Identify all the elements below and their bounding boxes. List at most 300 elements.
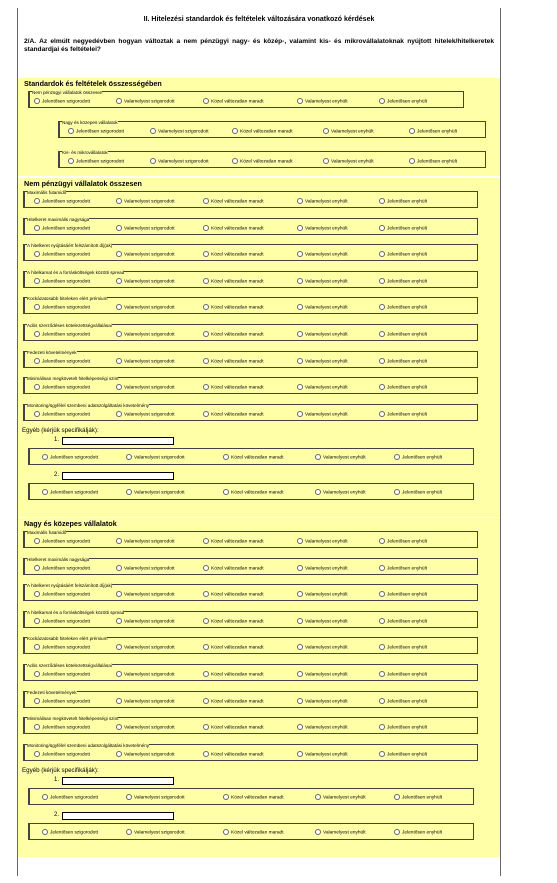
group-overall-total-option-2[interactable] [116, 98, 175, 106]
section_large-group-2-option-3[interactable] [203, 565, 264, 573]
section_total-group-5-option-5[interactable] [379, 304, 427, 312]
radio-button[interactable] [42, 454, 48, 460]
section_total-group-9-option-4[interactable] [297, 411, 348, 419]
section_large-group-5-option-3[interactable] [203, 644, 264, 652]
radio-button[interactable] [34, 538, 40, 544]
section_total-group-6-option-3[interactable] [203, 331, 264, 339]
option-label: Jelentősen szigorodott [42, 226, 90, 232]
section_total-group-6-option-1[interactable] [34, 331, 90, 339]
radio-button[interactable] [68, 128, 74, 134]
group-overall-large-option-5[interactable] [409, 128, 457, 136]
section_large-group-6-option-4[interactable] [297, 671, 348, 679]
section_large-group-7-option-3[interactable] [203, 698, 264, 706]
group-overall-total-option-1[interactable] [34, 98, 90, 106]
radio-button[interactable] [323, 158, 329, 164]
radio-button[interactable] [150, 158, 156, 164]
section_large-group-2-option-1[interactable] [34, 565, 90, 573]
radio-button[interactable] [379, 278, 385, 284]
other-text-input[interactable] [62, 472, 174, 480]
option-label: Jelentősen enyhült [402, 490, 443, 496]
radio-button[interactable] [297, 198, 303, 204]
section_large-group-4-option-5[interactable] [379, 618, 427, 626]
section_total-group-4-option-2[interactable] [116, 278, 175, 286]
section_large-group-1-option-2[interactable] [116, 538, 175, 546]
radio-button[interactable] [315, 454, 321, 460]
group-overall-small-option-1[interactable] [68, 158, 124, 166]
radio-button[interactable] [203, 618, 209, 624]
group-overall-large-option-1[interactable] [68, 128, 124, 136]
section_large-group-2-option-4[interactable] [297, 565, 348, 573]
option-label: Valamelyest enyhült [305, 332, 348, 338]
option-label: Valamelyest enyhült [305, 359, 348, 365]
option-label: Jelentősen szigorodott [42, 592, 90, 598]
section_large-group-3 [23, 584, 478, 601]
radio-button[interactable] [409, 158, 415, 164]
section_large-group-7-option-1[interactable] [34, 698, 90, 706]
radio-button[interactable] [379, 671, 385, 677]
section_large-group-1-option-3[interactable] [203, 538, 264, 546]
option-label: Jelentősen szigorodott [42, 199, 90, 205]
radio-button[interactable] [297, 724, 303, 730]
group-label: Kockázatosabb hiteleken elért prémium [27, 636, 108, 642]
radio-button[interactable] [203, 538, 209, 544]
section_large-group-9-option-1[interactable] [34, 751, 90, 759]
radio-button[interactable] [297, 331, 303, 337]
radio-button[interactable] [116, 644, 122, 650]
section_large-group-6-option-2[interactable] [116, 671, 175, 679]
option-label: Közel változatlan maradt [211, 279, 264, 285]
radio-button[interactable] [116, 698, 122, 704]
radio-button[interactable] [315, 794, 321, 800]
section_large-group-9-option-2[interactable] [116, 751, 175, 759]
section_large-group-2-option-2[interactable] [116, 565, 175, 573]
section_large-group-9 [23, 744, 478, 761]
radio-button[interactable] [379, 565, 385, 571]
option-label: Közel változatlan maradt [211, 305, 264, 311]
radio-button[interactable] [203, 225, 209, 231]
group-label: A hitelkamat és a forrásköltségek közötti spread [27, 269, 125, 275]
section_large-other-1-option-5[interactable] [394, 794, 442, 802]
section_large-group-4-option-2[interactable] [116, 618, 175, 626]
radio-button[interactable] [203, 724, 209, 730]
section_large-group-4-option-3[interactable] [203, 618, 264, 626]
radio-button[interactable] [126, 829, 132, 835]
radio-button[interactable] [34, 618, 40, 624]
section_total-other-2-option-5[interactable] [394, 489, 442, 497]
other-item-options [28, 483, 474, 500]
section_total-group-1-option-1[interactable] [34, 198, 90, 206]
radio-button[interactable] [34, 358, 40, 364]
radio-button[interactable] [297, 644, 303, 650]
section-total-title: Nem pénzügyi vállalatok összesen [24, 179, 142, 188]
section_total-group-9-option-5[interactable] [379, 411, 427, 419]
radio-button[interactable] [232, 128, 238, 134]
radio-button[interactable] [34, 751, 40, 757]
radio-button[interactable] [34, 98, 40, 104]
radio-button[interactable] [297, 698, 303, 704]
section_total-group-8-option-4[interactable] [297, 384, 348, 392]
section_large-group-4-option-4[interactable] [297, 618, 348, 626]
radio-button[interactable] [315, 829, 321, 835]
option-label: Jelentősen enyhült [402, 455, 443, 461]
section_total-group-6-option-2[interactable] [116, 331, 175, 339]
section_total-group-3-option-2[interactable] [116, 251, 175, 259]
group-overall-total-option-3[interactable] [203, 98, 264, 106]
section_large-group-1-option-1[interactable] [34, 538, 90, 546]
section_total-group-9-option-3[interactable] [203, 411, 264, 419]
section_total-group-3-option-4[interactable] [297, 251, 348, 259]
radio-button[interactable] [232, 158, 238, 164]
section_total-group-6-option-4[interactable] [297, 331, 348, 339]
group-overall-total-option-4[interactable] [297, 98, 348, 106]
section_total-group-5-option-2[interactable] [116, 304, 175, 312]
section_total-group-2 [23, 218, 478, 235]
group-overall-small-option-5[interactable] [409, 158, 457, 166]
radio-button[interactable] [116, 724, 122, 730]
radio-button[interactable] [116, 618, 122, 624]
section_large-group-8-option-3[interactable] [203, 724, 264, 732]
group-overall-total-option-5[interactable] [379, 98, 427, 106]
section_total-group-1-option-4[interactable] [297, 198, 348, 206]
option-label: Jelentősen enyhült [417, 129, 458, 135]
radio-button[interactable] [379, 98, 385, 104]
section_total-other-1-option-1[interactable] [42, 454, 98, 462]
radio-button[interactable] [116, 565, 122, 571]
section_large-group-3-option-5[interactable] [379, 591, 427, 599]
radio-button[interactable] [297, 538, 303, 544]
section_total-group-7-option-5[interactable] [379, 358, 427, 366]
section_large-other-1-option-1[interactable] [42, 794, 98, 802]
section_total-group-7-option-3[interactable] [203, 358, 264, 366]
radio-button[interactable] [68, 158, 74, 164]
section_total-group-2-option-4[interactable] [297, 225, 348, 233]
section_large-group-1-option-4[interactable] [297, 538, 348, 546]
radio-button[interactable] [34, 251, 40, 257]
section_large-group-3-option-3[interactable] [203, 591, 264, 599]
radio-button[interactable] [42, 794, 48, 800]
section_total-group-8-option-1[interactable] [34, 384, 90, 392]
radio-button[interactable] [116, 358, 122, 364]
section_large-group-8-option-1[interactable] [34, 724, 90, 732]
group-overall-small-option-4[interactable] [323, 158, 374, 166]
section_total-group-4-option-1[interactable] [34, 278, 90, 286]
option-label: Jelentősen enyhült [387, 252, 428, 258]
section_total-group-2-option-1[interactable] [34, 225, 90, 233]
radio-button[interactable] [116, 198, 122, 204]
section_total-group-8-option-3[interactable] [203, 384, 264, 392]
radio-button[interactable] [379, 644, 385, 650]
radio-button[interactable] [203, 278, 209, 284]
section_total-group-5-option-4[interactable] [297, 304, 348, 312]
radio-button[interactable] [297, 618, 303, 624]
section_large-group-9-option-5[interactable] [379, 751, 427, 759]
section_large-other-1-option-2[interactable] [126, 794, 185, 802]
section_large-group-9-option-4[interactable] [297, 751, 348, 759]
radio-button[interactable] [34, 411, 40, 417]
radio-button[interactable] [34, 198, 40, 204]
radio-button[interactable] [297, 411, 303, 417]
radio-button[interactable] [379, 384, 385, 390]
group-overall-large-option-2[interactable] [150, 128, 209, 136]
other-text-input[interactable] [62, 777, 174, 785]
section_total-group-9-option-1[interactable] [34, 411, 90, 419]
section_total-group-3-option-1[interactable] [34, 251, 90, 259]
section_total-group-4-option-3[interactable] [203, 278, 264, 286]
other-text-input[interactable] [62, 437, 174, 445]
section_large-group-6-option-5[interactable] [379, 671, 427, 679]
section_total-other-2-option-3[interactable] [223, 489, 284, 497]
radio-button[interactable] [34, 565, 40, 571]
section_large-other-2-option-2[interactable] [126, 829, 185, 837]
option-label: Jelentősen enyhült [387, 279, 428, 285]
radio-button[interactable] [34, 591, 40, 597]
radio-button[interactable] [297, 591, 303, 597]
section_large-other-1-option-3[interactable] [223, 794, 284, 802]
section_large-group-6-option-3[interactable] [203, 671, 264, 679]
option-label: Valamelyest enyhült [305, 592, 348, 598]
option-label: Közel változatlan maradt [211, 645, 264, 651]
group-overall-large-option-4[interactable] [323, 128, 374, 136]
section_large-other-2-option-4[interactable] [315, 829, 366, 837]
radio-button[interactable] [34, 225, 40, 231]
radio-button[interactable] [379, 225, 385, 231]
section_large-group-7-option-5[interactable] [379, 698, 427, 706]
section_total-group-8-option-2[interactable] [116, 384, 175, 392]
radio-button[interactable] [150, 128, 156, 134]
section_total-group-6-option-5[interactable] [379, 331, 427, 339]
section_large-group-8-option-4[interactable] [297, 724, 348, 732]
radio-button[interactable] [42, 829, 48, 835]
radio-button[interactable] [297, 251, 303, 257]
option-label: Valamelyest szigorodott [124, 752, 175, 758]
section_total-group-4-option-5[interactable] [379, 278, 427, 286]
section_large-group-3-option-2[interactable] [116, 591, 175, 599]
section_large-group-8-option-5[interactable] [379, 724, 427, 732]
radio-button[interactable] [297, 358, 303, 364]
radio-button[interactable] [203, 358, 209, 364]
radio-button[interactable] [116, 384, 122, 390]
radio-button[interactable] [203, 751, 209, 757]
option-label: Jelentősen szigorodott [42, 645, 90, 651]
section_large-group-1-option-5[interactable] [379, 538, 427, 546]
section_large-group-5-option-5[interactable] [379, 644, 427, 652]
radio-button[interactable] [379, 751, 385, 757]
section_large-group-7-option-4[interactable] [297, 698, 348, 706]
section_total-group-2-option-2[interactable] [116, 225, 175, 233]
radio-button[interactable] [116, 225, 122, 231]
section_large-other-2-option-1[interactable] [42, 829, 98, 837]
radio-button[interactable] [116, 278, 122, 284]
section_total-group-2-option-5[interactable] [379, 225, 427, 233]
radio-button[interactable] [203, 198, 209, 204]
radio-button[interactable] [203, 411, 209, 417]
radio-button[interactable] [203, 251, 209, 257]
option-label: Valamelyest enyhült [305, 412, 348, 418]
option-label: Közel változatlan maradt [211, 752, 264, 758]
radio-button[interactable] [379, 698, 385, 704]
radio-button[interactable] [34, 671, 40, 677]
radio-button[interactable] [379, 331, 385, 337]
section_large-group-2-option-5[interactable] [379, 565, 427, 573]
radio-button[interactable] [203, 698, 209, 704]
section_large-group-6-option-1[interactable] [34, 671, 90, 679]
section_large-group-5-option-4[interactable] [297, 644, 348, 652]
radio-button[interactable] [116, 538, 122, 544]
radio-button[interactable] [116, 591, 122, 597]
radio-button[interactable] [297, 225, 303, 231]
section_total-group-7 [23, 351, 478, 368]
radio-button[interactable] [34, 278, 40, 284]
group-overall-large-option-3[interactable] [232, 128, 293, 136]
section_large-group-7-option-2[interactable] [116, 698, 175, 706]
section_large-group-4-option-1[interactable] [34, 618, 90, 626]
radio-button[interactable] [223, 794, 229, 800]
radio-button[interactable] [203, 565, 209, 571]
section_total-group-3-option-3[interactable] [203, 251, 264, 259]
radio-button[interactable] [379, 358, 385, 364]
radio-button[interactable] [116, 251, 122, 257]
radio-button[interactable] [223, 829, 229, 835]
radio-button[interactable] [34, 698, 40, 704]
section_total-other-2-option-1[interactable] [42, 489, 98, 497]
other-text-input[interactable] [62, 812, 174, 820]
group-label: Fedezeti követelmények [27, 689, 77, 695]
section_total-other-1-option-5[interactable] [394, 454, 442, 462]
section_large-other-1-option-4[interactable] [315, 794, 366, 802]
option-label: Valamelyest enyhült [305, 279, 348, 285]
radio-button[interactable] [394, 794, 400, 800]
radio-button[interactable] [34, 644, 40, 650]
radio-button[interactable] [379, 591, 385, 597]
option-label: Valamelyest szigorodott [124, 99, 175, 105]
radio-button[interactable] [126, 794, 132, 800]
section_total-group-8-option-5[interactable] [379, 384, 427, 392]
section_total-other-2-option-4[interactable] [315, 489, 366, 497]
option-label: Jelentősen szigorodott [42, 539, 90, 545]
radio-button[interactable] [323, 128, 329, 134]
section_total-group-1 [23, 191, 478, 208]
radio-button[interactable] [223, 489, 229, 495]
other-item-options [28, 788, 474, 805]
section_total-other-1-option-4[interactable] [315, 454, 366, 462]
radio-button[interactable] [34, 331, 40, 337]
radio-button[interactable] [297, 98, 303, 104]
section_total-group-5 [23, 297, 478, 314]
radio-button[interactable] [116, 331, 122, 337]
section_total-group-9-option-2[interactable] [116, 411, 175, 419]
radio-button[interactable] [126, 454, 132, 460]
radio-button[interactable] [34, 724, 40, 730]
option-label: Közel változatlan maradt [211, 699, 264, 705]
option-label: Valamelyest szigorodott [134, 455, 185, 461]
radio-button[interactable] [315, 489, 321, 495]
section_total-group-3-option-5[interactable] [379, 251, 427, 259]
section_total-group-7-option-4[interactable] [297, 358, 348, 366]
section_total-group-7-option-1[interactable] [34, 358, 90, 366]
radio-button[interactable] [116, 751, 122, 757]
radio-button[interactable] [203, 98, 209, 104]
question-text: 2/A. Az elmúlt negyedévben hogyan változtak a nem pénzügyi nagy- és közép-, valamint kis- és mikrovállalatoknak nyújtott hitelek/hitelkeretek standardjai és feltételei? [24, 38, 494, 53]
section_total-other-1-option-3[interactable] [223, 454, 284, 462]
section-overall-title: Standardok és feltételek összességében [24, 79, 162, 88]
radio-button[interactable] [116, 304, 122, 310]
section_total-group-5-option-1[interactable] [34, 304, 90, 312]
group-overall-small-option-2[interactable] [150, 158, 209, 166]
section_total-group-1-option-3[interactable] [203, 198, 264, 206]
radio-button[interactable] [297, 304, 303, 310]
option-label: Valamelyest szigorodott [124, 252, 175, 258]
radio-button[interactable] [203, 644, 209, 650]
radio-button[interactable] [409, 128, 415, 134]
section_large-group-8-option-2[interactable] [116, 724, 175, 732]
radio-button[interactable] [203, 331, 209, 337]
radio-button[interactable] [203, 304, 209, 310]
section_total-group-2-option-3[interactable] [203, 225, 264, 233]
section_total-group-1-option-2[interactable] [116, 198, 175, 206]
radio-button[interactable] [116, 671, 122, 677]
section_total-group-7-option-2[interactable] [116, 358, 175, 366]
radio-button[interactable] [379, 304, 385, 310]
section_total-group-5-option-3[interactable] [203, 304, 264, 312]
section_total-group-1-option-5[interactable] [379, 198, 427, 206]
radio-button[interactable] [297, 751, 303, 757]
radio-button[interactable] [379, 411, 385, 417]
radio-button[interactable] [379, 618, 385, 624]
radio-button[interactable] [42, 489, 48, 495]
radio-button[interactable] [116, 98, 122, 104]
radio-button[interactable] [379, 251, 385, 257]
radio-button[interactable] [203, 384, 209, 390]
radio-button[interactable] [297, 671, 303, 677]
section_large-group-5-option-1[interactable] [34, 644, 90, 652]
section_total-group-4-option-4[interactable] [297, 278, 348, 286]
section_large-group-3-option-4[interactable] [297, 591, 348, 599]
other-item-number: 1. [54, 437, 60, 444]
option-label: Közel változatlan maradt [240, 129, 293, 135]
section_large-other-2-option-5[interactable] [394, 829, 442, 837]
section_large-group-3-option-1[interactable] [34, 591, 90, 599]
section_total-other-2-option-2[interactable] [126, 489, 185, 497]
radio-button[interactable] [297, 384, 303, 390]
option-label: Közel változatlan maradt [211, 226, 264, 232]
radio-button[interactable] [126, 489, 132, 495]
section-overall [18, 78, 500, 176]
radio-button[interactable] [203, 671, 209, 677]
radio-button[interactable] [223, 454, 229, 460]
group-overall-small-option-3[interactable] [232, 158, 293, 166]
radio-button[interactable] [297, 278, 303, 284]
radio-button[interactable] [34, 304, 40, 310]
radio-button[interactable] [394, 454, 400, 460]
radio-button[interactable] [379, 538, 385, 544]
radio-button[interactable] [394, 489, 400, 495]
section_total-other-1-option-2[interactable] [126, 454, 185, 462]
radio-button[interactable] [297, 565, 303, 571]
section_large-group-9-option-3[interactable] [203, 751, 264, 759]
option-label: Valamelyest enyhült [305, 699, 348, 705]
radio-button[interactable] [379, 198, 385, 204]
section_large-group-5-option-2[interactable] [116, 644, 175, 652]
radio-button[interactable] [379, 724, 385, 730]
option-label: Valamelyest enyhült [323, 490, 366, 496]
radio-button[interactable] [34, 384, 40, 390]
radio-button[interactable] [203, 591, 209, 597]
option-label: Jelentősen szigorodott [50, 830, 98, 836]
option-label: Jelentősen enyhült [387, 199, 428, 205]
radio-button[interactable] [394, 829, 400, 835]
section_large-other-2-option-3[interactable] [223, 829, 284, 837]
radio-button[interactable] [116, 411, 122, 417]
